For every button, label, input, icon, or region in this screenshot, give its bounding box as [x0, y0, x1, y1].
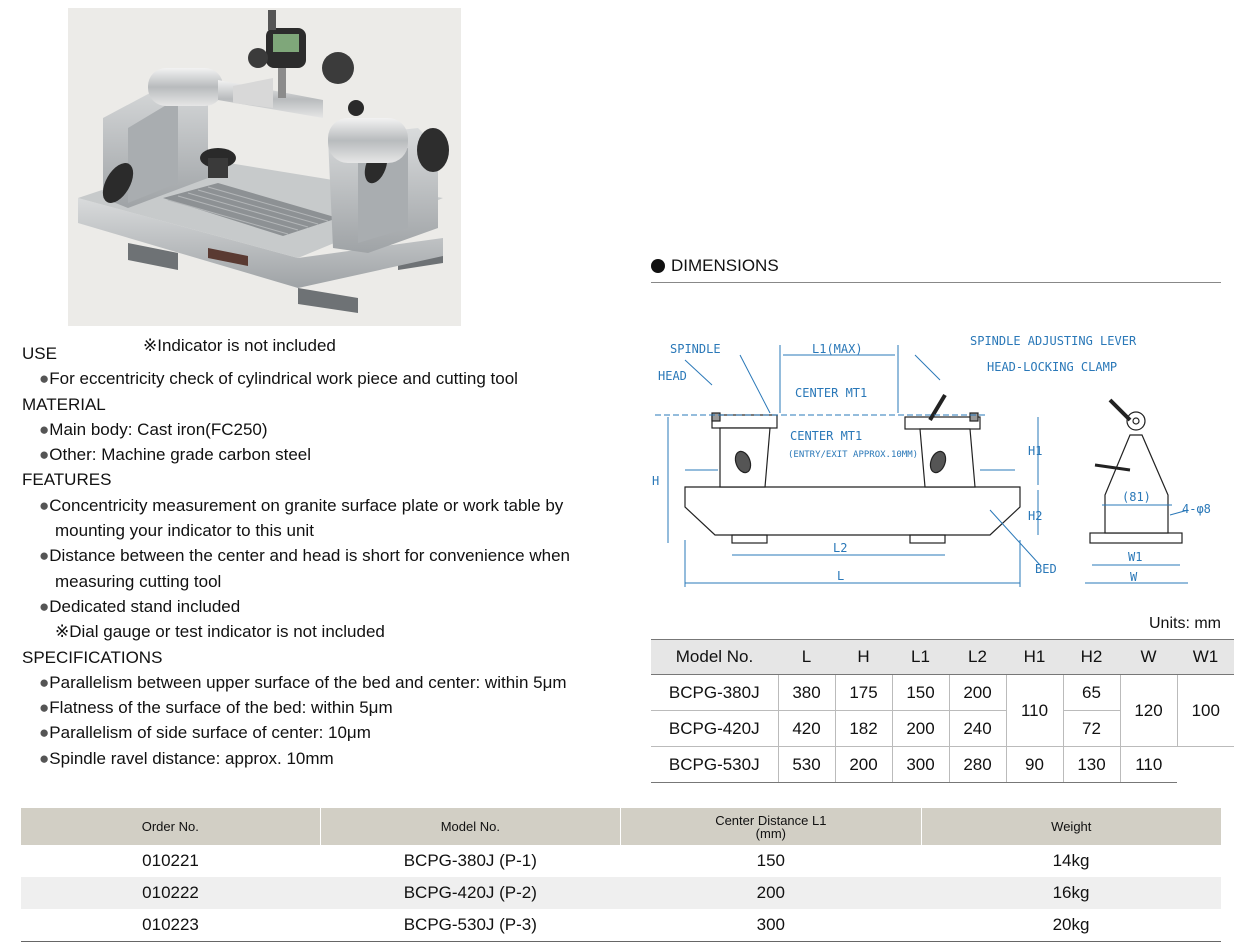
features-item: ●Dedicated stand included: [39, 596, 241, 616]
table-cell: 010221: [142, 851, 199, 870]
table-cell: 200: [621, 877, 922, 909]
table-cell-merged: 120: [1120, 675, 1177, 747]
label-head: HEAD: [658, 369, 687, 383]
table-cell: 200: [835, 747, 892, 783]
label-spindle: SPINDLE: [670, 342, 721, 356]
features-item: ●Distance between the center and head is short for convenience when measuring cutting tool: [39, 546, 570, 591]
table-row: [651, 747, 1234, 783]
column-header: W: [1120, 640, 1177, 675]
bullet-icon: ●: [39, 723, 50, 743]
table-cell: 010222: [21, 877, 320, 909]
table-row: [21, 909, 1221, 942]
table-header-row: [21, 808, 1221, 845]
table-cell: 240: [949, 711, 1006, 747]
table-cell-merged: 100: [1177, 675, 1234, 747]
table-cell: BCPG-380J: [651, 675, 778, 711]
specifications-item: ●Spindle ravel distance: approx. 10mm: [39, 748, 334, 768]
concentricity-gauge-illustration: [68, 8, 461, 326]
label-spindle-lever: SPINDLE ADJUSTING LEVER: [970, 334, 1137, 348]
specifications-heading: SPECIFICATIONS: [22, 647, 163, 667]
product-photo: [68, 8, 461, 326]
table-cell: 380: [778, 675, 835, 711]
table-cell: 150: [756, 851, 786, 870]
table-cell: 175: [835, 675, 892, 711]
bullet-icon: ●: [39, 596, 50, 616]
use-item: ●For eccentricity check of cylindrical work piece and cutting tool: [39, 369, 518, 389]
specifications-item: ●Flatness of the surface of the bed: within 5μm: [39, 698, 393, 718]
table-cell: 300: [621, 909, 922, 942]
column-header: L: [778, 640, 835, 675]
column-header: Weight: [921, 808, 1221, 845]
features-note: ※Dial gauge or test indicator is not included: [55, 622, 385, 642]
specifications-item: ●Parallelism of side surface of center: 10μm: [39, 723, 371, 743]
table-cell: 72: [1063, 711, 1120, 747]
column-header: L2: [949, 640, 1006, 675]
column-header: H1: [1006, 640, 1063, 675]
label-h: H: [652, 474, 660, 488]
table-cell: 182: [835, 711, 892, 747]
label-entry-exit: (ENTRY/EXIT APPROX.10MM): [788, 450, 919, 460]
column-header: H2: [1063, 640, 1120, 675]
table-row: [21, 845, 1221, 877]
label-center-mt1-b: CENTER MT1: [790, 429, 863, 443]
table-cell: 65: [1063, 675, 1120, 711]
label-81: (81): [1122, 490, 1151, 504]
column-header: Order No.: [21, 808, 320, 845]
table-cell: 420: [778, 711, 835, 747]
features-item: ●Concentricity measurement on granite surface plate or work table by mounting your indicator to this unit: [39, 495, 564, 541]
label-l2: L2: [833, 541, 848, 555]
features-heading: FEATURES: [22, 470, 112, 490]
table-cell: 200: [892, 711, 949, 747]
table-cell: BCPG-420J: [651, 711, 778, 747]
column-header: Center Distance L1 (mm): [621, 808, 922, 845]
table-cell: 20kg: [921, 909, 1221, 942]
table-cell: 16kg: [921, 877, 1221, 909]
material-item: ●Other: Machine grade carbon steel: [39, 445, 312, 465]
table-cell: BCPG-530J: [651, 747, 778, 783]
table-row: [651, 675, 1234, 711]
table-cell: 130: [1063, 747, 1120, 783]
order-table: [21, 808, 1221, 942]
column-header: Model No.: [320, 808, 621, 845]
table-cell: 90: [1006, 747, 1063, 783]
table-cell: 010223: [21, 909, 320, 942]
table-cell-merged: 110: [1006, 675, 1063, 747]
bullet-icon: ●: [39, 698, 50, 718]
bullet-icon: ●: [39, 419, 50, 439]
column-header: H: [835, 640, 892, 675]
units-label: Units: mm: [1149, 615, 1221, 632]
bullet-dot-icon: [651, 259, 665, 273]
table-cell: 300: [892, 747, 949, 783]
use-heading: USE: [22, 344, 57, 363]
column-header: L1: [892, 640, 949, 675]
label-center-mt1-a: CENTER MT1: [795, 386, 868, 400]
label-holes: 4-φ8: [1182, 502, 1211, 516]
material-item: ●Main body: Cast iron(FC250): [39, 419, 268, 439]
table-cell: BCPG-380J (P-1): [403, 851, 537, 870]
bullet-icon: ●: [39, 369, 50, 389]
specifications-item: ●Parallelism between upper surface of the bed and center: within 5μm: [39, 672, 567, 692]
dimensions-table: [651, 639, 1234, 783]
table-cell: 200: [949, 675, 1006, 711]
table-cell: 530: [778, 747, 835, 783]
label-w1: W1: [1128, 550, 1143, 564]
table-cell: 280: [949, 747, 1006, 783]
dimension-drawing: [640, 325, 1230, 595]
column-header: W1: [1177, 640, 1234, 675]
table-cell: 150: [892, 675, 949, 711]
label-w: W: [1130, 570, 1138, 584]
material-heading: MATERIAL: [22, 394, 106, 414]
label-h1: H1: [1028, 444, 1043, 458]
label-h2: H2: [1028, 509, 1043, 523]
table-header-row: [651, 640, 1234, 675]
table-cell: BCPG-530J (P-3): [320, 909, 621, 942]
spec-section: [22, 341, 622, 771]
table-cell: BCPG-420J (P-2): [320, 877, 621, 909]
table-cell: 14kg: [1052, 851, 1090, 870]
label-l: L: [837, 569, 845, 583]
bullet-icon: ●: [39, 445, 50, 465]
label-l1max: L1(MAX): [812, 342, 863, 356]
table-cell: 110: [1120, 747, 1177, 783]
column-header: Model No.: [651, 640, 778, 675]
bullet-icon: ●: [39, 748, 50, 768]
table-row: [21, 877, 1221, 909]
bullet-icon: ●: [39, 672, 50, 692]
bullet-icon: ●: [39, 546, 50, 566]
label-bed: BED: [1035, 562, 1057, 576]
label-head-clamp: HEAD-LOCKING CLAMP: [987, 360, 1118, 374]
bullet-icon: ●: [39, 495, 50, 515]
dimensions-heading: DIMENSIONS: [651, 256, 1221, 283]
photo-note: ※Indicator is not included: [143, 336, 336, 355]
